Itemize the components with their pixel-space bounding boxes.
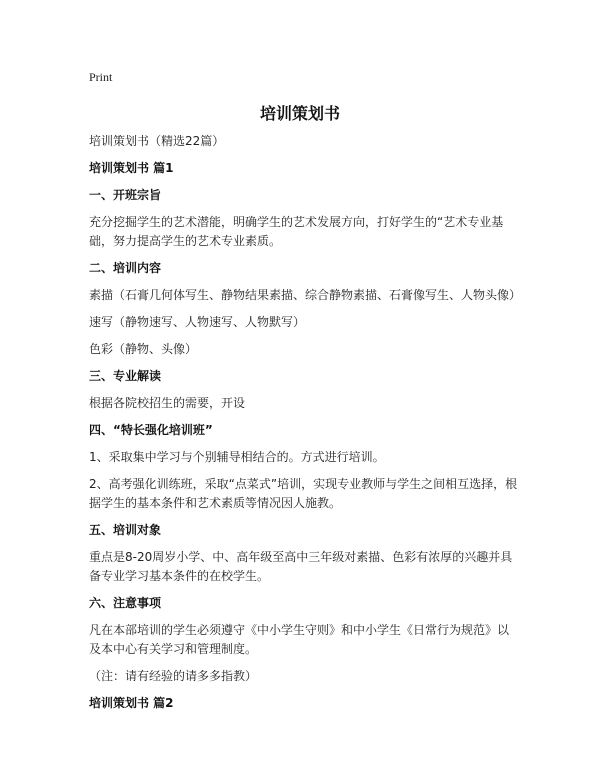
page-title: 培训策划书 bbox=[259, 104, 340, 123]
paragraph-method-1: 1、采取集中学习与个别辅导相结合的。方式进行培训。 bbox=[89, 450, 385, 464]
paragraph-audience: 重点是8-20周岁小学、中、高年级至高中三年级对素描、色彩有浓厚的兴趣并具备专业学习基本条件的在校学生。 bbox=[89, 550, 513, 583]
heading-audience: 五、培训对象 bbox=[89, 523, 162, 537]
paragraph-note-request: （注：请有经验的请多多指教） bbox=[89, 669, 258, 683]
section-title-1: 培训策划书 篇1 bbox=[89, 161, 174, 175]
paragraph-sketch: 素描（石膏几何体写生、静物结果素描、综合静物素描、石膏像写生、人物头像） bbox=[89, 288, 522, 302]
section-title-2: 培训策划书 篇2 bbox=[89, 696, 174, 710]
paragraph-method-2: 2、高考强化训练班，采取“点菜式”培训，实现专业教师与学生之间相互选择，根据学生的基本条件和艺术素质等情况因人施教。 bbox=[89, 477, 518, 510]
heading-interpretation: 三、专业解读 bbox=[89, 369, 162, 383]
paragraph-notes: 凡在本部培训的学生必须遵守《中小学生守则》和中小学生《日常行为规范》以及本中心有关学习和管理制度。 bbox=[89, 623, 510, 656]
print-label: Print bbox=[89, 70, 113, 84]
document-body bbox=[89, 132, 522, 721]
paragraph-quick-sketch: 速写（静物速写、人物速写、人物默写） bbox=[89, 315, 306, 329]
heading-special-class: 四、“特长强化培训班” bbox=[89, 423, 213, 437]
heading-purpose: 一、开班宗旨 bbox=[89, 188, 162, 202]
paragraph-interpretation: 根据各院校招生的需要，开设 bbox=[89, 396, 246, 410]
heading-content: 二、培训内容 bbox=[89, 261, 162, 275]
paragraph-purpose: 充分挖掘学生的艺术潜能，明确学生的艺术发展方向，打好学生的“艺术专业基础，努力提高学生的艺术专业素质。 bbox=[89, 215, 504, 248]
document-subtitle: 培训策划书（精选22篇） bbox=[89, 134, 225, 148]
paragraph-color: 色彩（静物、头像） bbox=[89, 342, 198, 356]
heading-notes: 六、注意事项 bbox=[89, 596, 162, 610]
